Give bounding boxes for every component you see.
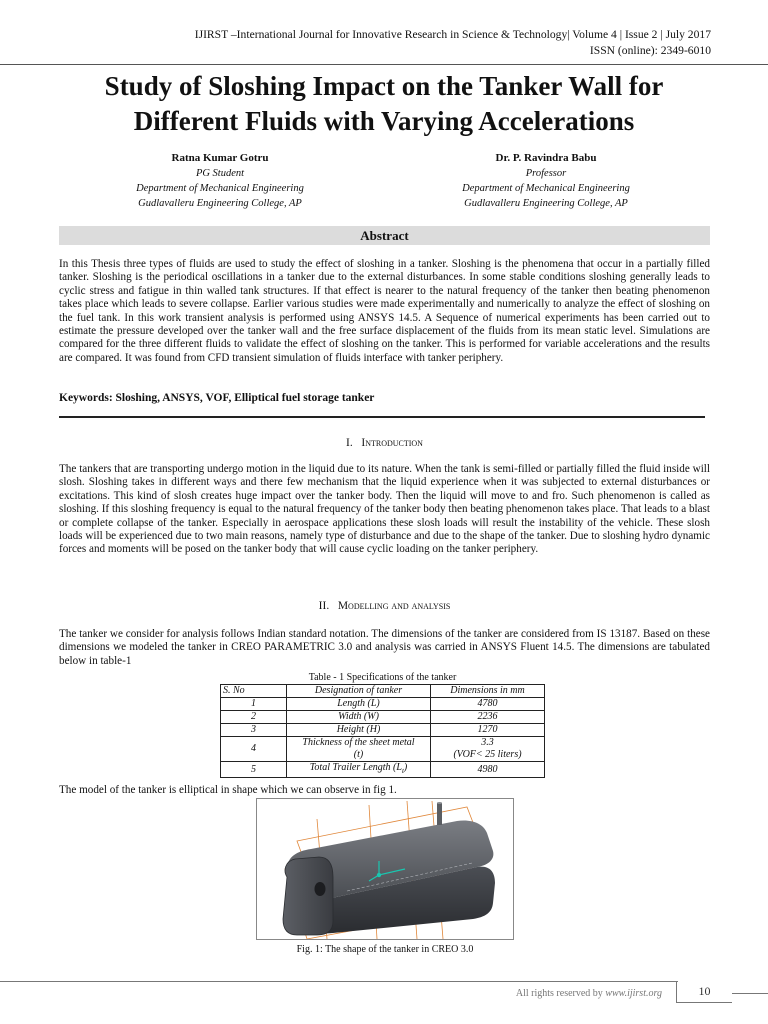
author-name: Ratna Kumar Gotru	[171, 152, 269, 164]
table-cell: 4780	[431, 698, 545, 711]
author-department: Department of Mechanical Engineering	[462, 183, 630, 194]
abstract-text: In this Thesis three types of fluids are used to study the effect of sloshing in a tanker. Sloshing is the phenomena that occur in a partially filled tanker. Sloshing is the periodical oscillations in a tanker due to the external disturbances. In some stable conditions sloshing generally leads to cyclic stress and fatigue in thin walled tank structures. If that effect is nearer to the natural frequency of the tanker then beating phenomenon takes place which leads to severe collapse. Earlier various studies were made experimentally and numerically to analyze the effect of sloshing on the fuel tank. In this work transient analysis is performed using ANSYS 14.5. A Sequence of numerical experiments has been carried out to estimate the pressure developed over the tanker wall and the free surface displacement of the fluids from its mean static level. Simulations are compared for the three different fluids to validate the effect of sloshing on the tanker. This is performed for variable accelerations and the results are compared. It was found from CFD transient simulation of fluids interface with tanker periphery.	[59, 258, 710, 364]
table-row	[221, 762, 545, 778]
author-role: PG Student	[195, 168, 245, 179]
introduction-text: The tankers that are transporting undergo motion in the liquid due to its nature. When the tank is semi-filled or partially filled the fluid inside will slosh. Sloshing takes in different ways and there few mechanism that the liquid experience when it was subjected to external disturbances or excitations. This kind of slosh creates huge impact over the tanker body. Then the liquid will move to and fro. Such phenomenon is called as sloshing. If this sloshing frequency is equal to the natural frequency of the tanker body then beating phenomenon takes place. That leads to a blast or complete collapse of the tanker. Especially in aerospace applications these slosh loads will result the instability of the vehicle. These slosh loads will be experienced due to two main reasons, namely type of disturbance and due to the shape of the tanker. Due to sloshing hydro dynamic forces and moments will be posed on the tanker body that will cause cyclic loading on the tanker periphery.	[59, 463, 710, 556]
table-cell: 1	[221, 698, 287, 711]
table-cell: Length (L)	[287, 698, 431, 711]
table-cell: 2	[221, 711, 287, 724]
table-caption: Table - 1 Specifications of the tanker	[308, 672, 457, 683]
author-block-2	[416, 151, 676, 211]
abstract-heading: Abstract	[59, 226, 710, 245]
section-number: II.	[318, 600, 330, 612]
table-cell: 2236	[431, 711, 545, 724]
section-heading-modelling	[59, 600, 710, 612]
section-title: Introduction	[361, 437, 423, 449]
table-header-cell: Dimensions in mm	[431, 685, 545, 698]
table-cell-line: (t)	[353, 749, 364, 760]
author-department: Department of Mechanical Engineering	[136, 183, 304, 194]
table-cell-subscript: t	[401, 767, 404, 775]
table-cell: 5	[221, 762, 287, 778]
table-header-row	[221, 685, 545, 698]
footer-website-link[interactable]: www.ijirst.org	[605, 988, 662, 999]
table-row	[221, 698, 545, 711]
keywords: Keywords: Sloshing, ANSYS, VOF, Elliptical fuel storage tanker	[59, 392, 375, 404]
paper-title-line2: Different Fluids with Varying Accelerations	[133, 106, 635, 136]
table-cell: 4	[221, 737, 287, 762]
table-cell-line: Thickness of the sheet metal	[302, 737, 415, 748]
section-heading-introduction	[59, 437, 710, 449]
table-row	[221, 711, 545, 724]
page-number: 10	[676, 981, 732, 1003]
table-cell: 1270	[431, 724, 545, 737]
author-name: Dr. P. Ravindra Babu	[495, 152, 597, 164]
section-number: I.	[346, 437, 353, 449]
table-cell	[431, 737, 545, 762]
journal-header	[195, 27, 711, 59]
tanker-outlet	[315, 882, 326, 896]
figure-caption: Fig. 1: The shape of the tanker in CREO 3.0	[296, 944, 474, 955]
journal-header-line1: IJIRST –International Journal for Innovative Research in Science & Technology| Volume 4 | Issue 2 | July 2017	[194, 28, 711, 41]
table-cell: Width (W)	[287, 711, 431, 724]
table-cell-line: (VOF< 25 liters)	[453, 749, 522, 760]
tanker-vent-pipe	[437, 803, 442, 825]
author-role: Professor	[525, 168, 567, 179]
table-cell-text: )	[403, 762, 408, 773]
table-cell: 3	[221, 724, 287, 737]
paper-title	[40, 69, 728, 139]
journal-header-issn: ISSN (online): 2349-6010	[589, 44, 711, 57]
table-cell: Height (H)	[287, 724, 431, 737]
table-row	[221, 724, 545, 737]
modelling-text: The tanker we consider for analysis follows Indian standard notation. The dimensions of the tanker are considered from IS 13187. Based on these dimensions we modeled the tanker in CREO PARAMETRIC 3.0 and analysis was carried in ANSYS Fluent 14.5. The dimensions are tabulated below in table-1	[59, 628, 710, 667]
footer-rights	[516, 988, 662, 999]
footer-rights-text: All rights reserved by	[515, 988, 606, 999]
table-cell: 4980	[431, 762, 545, 778]
header-rule	[0, 64, 768, 65]
figure-intro-text: The model of the tanker is elliptical in shape which we can observe in fig 1.	[59, 784, 397, 796]
table-cell-text: Total Trailer Length (L	[309, 762, 402, 773]
figure-tanker-model	[256, 798, 514, 940]
table-cell-line: 3.3	[481, 737, 494, 748]
author-institution: Gudlavalleru Engineering College, AP	[464, 198, 628, 209]
author-block-1	[90, 151, 350, 211]
table-header-cell: S. No	[221, 685, 287, 698]
footer-rule	[0, 981, 678, 982]
table-header-cell: Designation of tanker	[287, 685, 431, 698]
tanker-3d-model-image	[257, 799, 514, 940]
section-divider	[59, 416, 705, 418]
table-cell	[287, 762, 431, 778]
table-row	[221, 737, 545, 762]
paper-title-line1: Study of Sloshing Impact on the Tanker Wall for	[104, 71, 664, 101]
specifications-table	[220, 684, 545, 778]
page-number-rule	[732, 993, 768, 994]
table-cell	[287, 737, 431, 762]
author-institution: Gudlavalleru Engineering College, AP	[138, 198, 302, 209]
tanker-front-end	[283, 857, 333, 935]
section-title: Modelling and analysis	[337, 600, 451, 612]
